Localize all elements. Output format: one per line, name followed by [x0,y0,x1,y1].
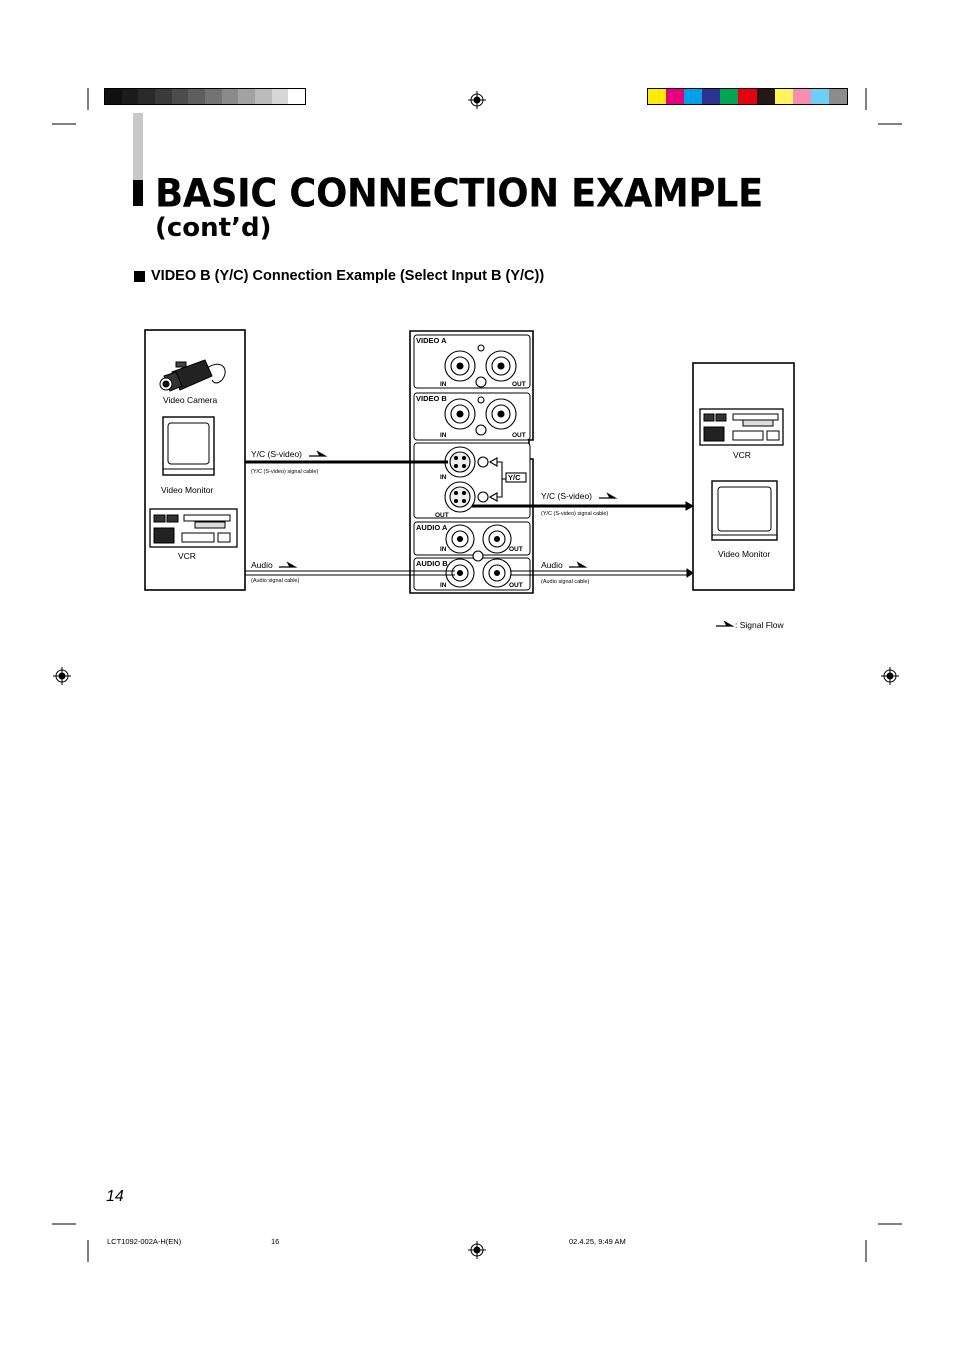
port-label-in: IN [440,432,447,439]
footer-file: LCT1092-002A-H(EN) [107,1237,182,1246]
footer-page: 16 [271,1237,280,1246]
footer-timestamp: 02.4.25, 9:49 AM [569,1237,626,1246]
vcr-right-label: VCR [733,450,751,460]
port-label-in: IN [440,546,447,553]
vcr-icon [150,509,237,547]
port-label-out: OUT [512,381,526,388]
video-monitor-icon [163,417,214,475]
port-label-in: IN [440,381,447,388]
signal-flow-legend: : Signal Flow [735,620,784,630]
port-label-out: OUT [512,432,526,439]
registration-mark-bottom [468,1241,486,1259]
panel-label-video-b: VIDEO B [416,394,447,403]
video-camera-icon [160,360,225,391]
audio-output-label: Audio [541,560,563,570]
monitor-label: Video Monitor [161,485,214,495]
yc-output-note: (Y/C (S-video) signal cable) [541,511,609,517]
audio-output-note: (Audio signal cable) [541,579,590,585]
port-label-out: OUT [509,582,523,589]
port-label-in: IN [440,582,447,589]
page-number: 14 [106,1188,124,1205]
port-label-out: OUT [435,512,449,519]
audio-input-label: Audio [251,560,273,570]
audio-input-note: (Audio signal cable) [251,578,300,584]
page-title: BASIC CONNECTION EXAMPLE [155,171,763,217]
yc-input-note: (Y/C (S-video) signal cable) [251,469,319,475]
panel-label-audio-a: AUDIO A [416,523,448,532]
signal-flow-icon [279,563,295,567]
section-title: VIDEO B (Y/C) Connection Example (Select Input B (Y/C)) [151,268,545,284]
signal-flow-legend-icon [716,622,732,626]
yc-output-label: Y/C (S-video) [541,491,593,501]
port-label-out: OUT [509,546,523,553]
monitor-right-label: Video Monitor [718,549,771,559]
vcr-icon [700,409,783,445]
panel-label-yc: Y/C [508,473,521,482]
camera-label: Video Camera [163,395,218,405]
yc-input-label: Y/C (S-video) [251,449,303,459]
signal-flow-icon [309,452,325,456]
panel-label-audio-b: AUDIO B [416,559,448,568]
port-label-in: IN [440,474,447,481]
vcr-left-label: VCR [178,551,196,561]
signal-flow-icon [569,563,585,567]
signal-flow-icon [599,494,615,498]
video-monitor-icon [712,481,777,540]
page-subtitle: (cont’d) [155,213,272,243]
panel-label-video-a: VIDEO A [416,336,447,345]
